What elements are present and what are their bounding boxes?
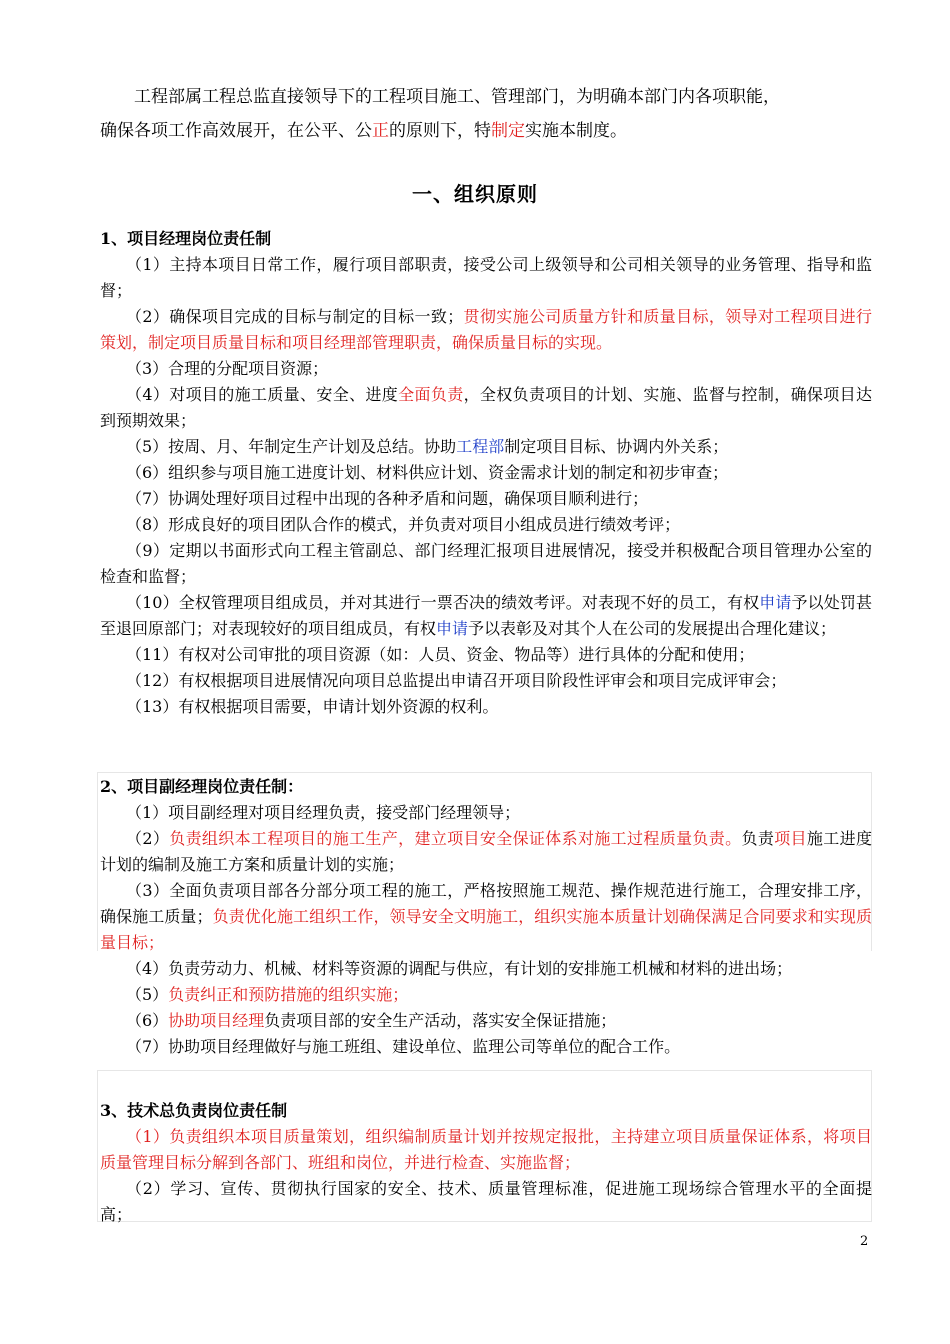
section-title: 1、项目经理岗位责任制 (100, 229, 272, 248)
list-item: （1）负责组织本项目质量策划，组织编制质量计划并按规定报批，主持建立项目质量保证体系，将项目质量管理目标分解到各部门、班组和岗位，并进行检查、实施监督； (100, 1127, 872, 1172)
list-item: （6）组织参与项目施工进度计划、材料供应计划、资金需求计划的制定和初步审查； (126, 463, 729, 482)
highlight-text: 制定 (491, 121, 525, 141)
item-text: （3）全面负责项目部各分部分项工程的施工，严格按照施工规范、操作规范进行施工，合理安排工序，确保施工质量； (100, 881, 872, 926)
highlight-text: 协助项目经理 (168, 1011, 265, 1030)
intro-text: 确保各项工作高效展开，在公平、公 (100, 121, 372, 141)
list-item: （4）负责劳动力、机械、材料等资源的调配与供应，有计划的安排施工机械和材料的进出场； (126, 959, 793, 978)
list-item (100, 982, 872, 1008)
highlight-text: 负责纠正和预防措施的组织实施； (168, 985, 409, 1004)
list-item (100, 590, 872, 642)
section-title: 3、技术总负责岗位责任制 (100, 1101, 288, 1120)
list-item: （12）有权根据项目进展情况向项目总监提出申请召开项目阶段性评审会和项目完成评审会； (126, 671, 787, 690)
list-item (100, 304, 872, 356)
list-item: （3）合理的分配项目资源； (126, 359, 329, 378)
section-technical-lead (100, 1098, 872, 1228)
item-text: （5）按周、月、年制定生产计划及总结。协助 (126, 437, 457, 456)
item-text: （6） (126, 1011, 169, 1030)
list-item: （9）定期以书面形式向工程主管副总、部门经理汇报项目进展情况，接受并积极配合项目管理办公室的检查和监督； (100, 541, 872, 586)
highlight-text: 负责组织本工程项目的施工生产，建立项目安全保证体系对施工过程质量负责。 (169, 829, 742, 848)
item-text: ，全权负责项目的计划、实施、监督与控制，确保项目达到预期效果； (100, 385, 872, 430)
item-text: 制定项目目标、协调内外关系； (504, 437, 729, 456)
list-item: （8）形成良好的项目团队合作的模式，并负责对项目小组成员进行绩效考评； (126, 515, 681, 534)
item-text: （4）对项目的施工质量、安全、进度 (126, 385, 399, 404)
highlight-text: 项目 (774, 829, 807, 848)
item-text: （5） (126, 985, 169, 1004)
list-item: （2）学习、宣传、贯彻执行国家的安全、技术、质量管理标准，促进施工现场综合管理水平的全面提高； (100, 1179, 872, 1224)
item-text: 负责 (741, 829, 775, 848)
highlight-text: 全面负责 (398, 385, 464, 404)
link-text: 工程部 (456, 437, 505, 456)
item-text: 予以处罚甚至退回原部门；对表现较好的项目组成员，有权 (100, 593, 872, 638)
link-text: 申请 (436, 619, 469, 638)
list-item (100, 878, 872, 956)
item-text: （2） (126, 829, 170, 848)
list-item (100, 826, 872, 878)
section-project-manager (100, 226, 872, 720)
item-text: （2）确保项目完成的目标与制定的目标一致； (126, 307, 464, 326)
list-item (100, 434, 872, 460)
section-deputy-manager (100, 774, 872, 1060)
list-item (100, 1008, 872, 1034)
highlight-text: 正 (372, 121, 389, 141)
list-item: （1）主持本项目日常工作，履行项目部职责，接受公司上级领导和公司相关领导的业务管理、指导和监督； (100, 255, 872, 300)
list-item: （13）有权根据项目需要，申请计划外资源的权利。 (126, 697, 499, 716)
list-item (100, 382, 872, 434)
highlight-text: 贯彻实施公司质量方针和质量目标，领导对工程项目进行策划，制定项目质量目标和项目经理部管理职责，确保质量目标的实现。 (100, 307, 872, 352)
list-item: （7）协助项目经理做好与施工班组、建设单位、监理公司等单位的配合工作。 (126, 1037, 681, 1056)
intro-line-1: 工程部属工程总监直接领导下的工程项目施工、管理部门，为明确本部门内各项职能， (134, 87, 780, 107)
highlight-text: 负责优化施工组织工作，领导安全文明施工，组织实施本质量计划确保满足合同要求和实现质量目标； (100, 907, 872, 952)
item-text: 负责项目部的安全生产活动，落实安全保证措施； (264, 1011, 617, 1030)
intro-paragraph (100, 80, 880, 148)
intro-line-2 (100, 114, 880, 148)
item-text: （10）全权管理项目组成员，并对其进行一票否决的绩效考评。对表现不好的员工，有权 (126, 593, 760, 612)
section-title: 2、项目副经理岗位责任制： (100, 777, 304, 796)
list-item: （11）有权对公司审批的项目资源（如：人员、资金、物品等）进行具体的分配和使用； (126, 645, 755, 664)
intro-text: 实施本制度。 (525, 121, 627, 141)
section-heading: 一、组织原则 (412, 182, 538, 206)
intro-text: 的原则下，特 (389, 121, 491, 141)
item-text: 施工进度计划的编制及施工方案和质量计划的实施； (100, 829, 872, 874)
list-item: （1）项目副经理对项目经理负责，接受部门经理领导； (126, 803, 521, 822)
list-item: （7）协调处理好项目过程中出现的各种矛盾和问题，确保项目顺利进行； (126, 489, 649, 508)
page-number: 2 (860, 1234, 869, 1249)
item-text: 予以表彰及对其个人在公司的发展提出合理化建议； (468, 619, 837, 638)
link-text: 申请 (759, 593, 792, 612)
